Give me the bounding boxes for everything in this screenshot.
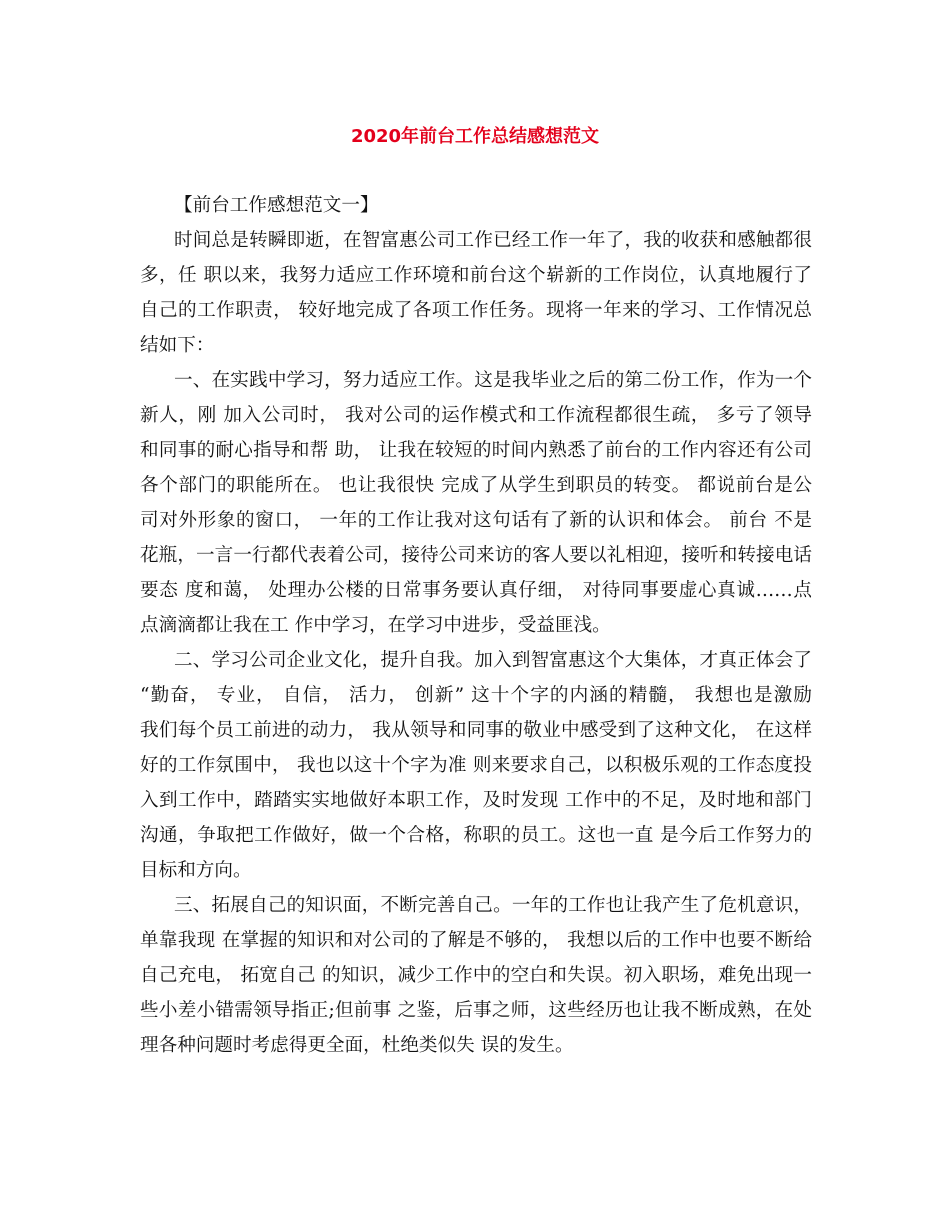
paragraph-line: 目标和方向。: [140, 860, 252, 881]
paragraph: [140, 363, 812, 643]
paragraph-line: 点滴滴都让我在工 作中学习，在学习中进步，受益匪浅。: [140, 615, 611, 636]
paragraph-line: 好的工作氛围中， 我也以这十个字为准 则来要求自己，以积极乐观的工作态度投: [140, 755, 812, 776]
paragraph-line: 各个部门的职能所在。 也让我很快 完成了从学生到职员的转变。 都说前台是公: [140, 475, 812, 496]
paragraph-line: 要态 度和蔼， 处理办公楼的日常事务要认真仔细， 对待同事要虚心真诚……点: [140, 580, 812, 601]
paragraph-line: 一、在实践中学习，努力适应工作。这是我毕业之后的第二份工作，作为一个: [174, 370, 812, 391]
paragraph: [140, 643, 812, 888]
section-heading: 【前台工作感想范文一】: [174, 195, 379, 216]
paragraph-line: 自己的工作职责， 较好地完成了各项工作任务。现将一年来的学习、工作情况总: [140, 300, 812, 321]
paragraph-line: 单靠我现 在掌握的知识和对公司的了解是不够的， 我想以后的工作中也要不断给: [140, 930, 812, 951]
paragraph: [140, 888, 812, 1063]
paragraph-line: 三、拓展自己的知识面，不断完善自己。一年的工作也让我产生了危机意识，: [174, 895, 812, 916]
paragraph: [140, 223, 812, 363]
paragraph-line: 结如下：: [140, 335, 215, 356]
document-title: 2020年前台工作总结感想范文: [350, 126, 600, 147]
paragraph-line: 司对外形象的窗口， 一年的工作让我对这句话有了新的认识和体会。 前台 不是: [140, 510, 812, 531]
paragraph-line: 沟通，争取把工作做好，做一个合格，称职的员工。这也一直 是今后工作努力的: [140, 825, 812, 846]
paragraph-line: 些小差小错需领导指正;但前事 之鉴，后事之师，这些经历也让我不断成熟，在处: [140, 1000, 812, 1021]
paragraph-line: 入到工作中，踏踏实实地做好本职工作，及时发现 工作中的不足，及时地和部门: [140, 790, 812, 811]
paragraph-line: 和同事的耐心指导和帮 助， 让我在较短的时间内熟悉了前台的工作内容还有公司: [140, 440, 812, 461]
paragraph-line: 自己充电， 拓宽自己 的知识，减少工作中的空白和失误。初入职场，难免出现一: [140, 965, 812, 986]
paragraph-line: 理各种问题时考虑得更全面，杜绝类似失 误的发生。: [140, 1035, 574, 1056]
paragraph-line: 我们每个员工前进的动力， 我从领导和同事的敬业中感受到了这种文化， 在这样: [140, 720, 812, 741]
paragraph-line: 花瓶，一言一行都代表着公司，接待公司来访的客人要以礼相迎，接听和转接电话: [140, 545, 812, 566]
paragraph-line: 新人，刚 加入公司时， 我对公司的运作模式和工作流程都很生疏， 多亏了领导: [140, 405, 812, 426]
paragraph-line: 二、学习公司企业文化，提升自我。加入到智富惠这个大集体，才真正体会了: [174, 650, 812, 671]
paragraph-list: [140, 223, 812, 1063]
paragraph-line: “勤奋， 专业， 自信， 活力， 创新” 这十个字的内涵的精髓， 我想也是激励: [140, 685, 812, 706]
document-body: [140, 188, 812, 1063]
paragraph-line: 多，任 职以来，我努力适应工作环境和前台这个崭新的工作岗位，认真地履行了: [140, 265, 812, 286]
paragraph-line: 时间总是转瞬即逝，在智富惠公司工作已经工作一年了，我的收获和感触都很: [174, 230, 812, 251]
